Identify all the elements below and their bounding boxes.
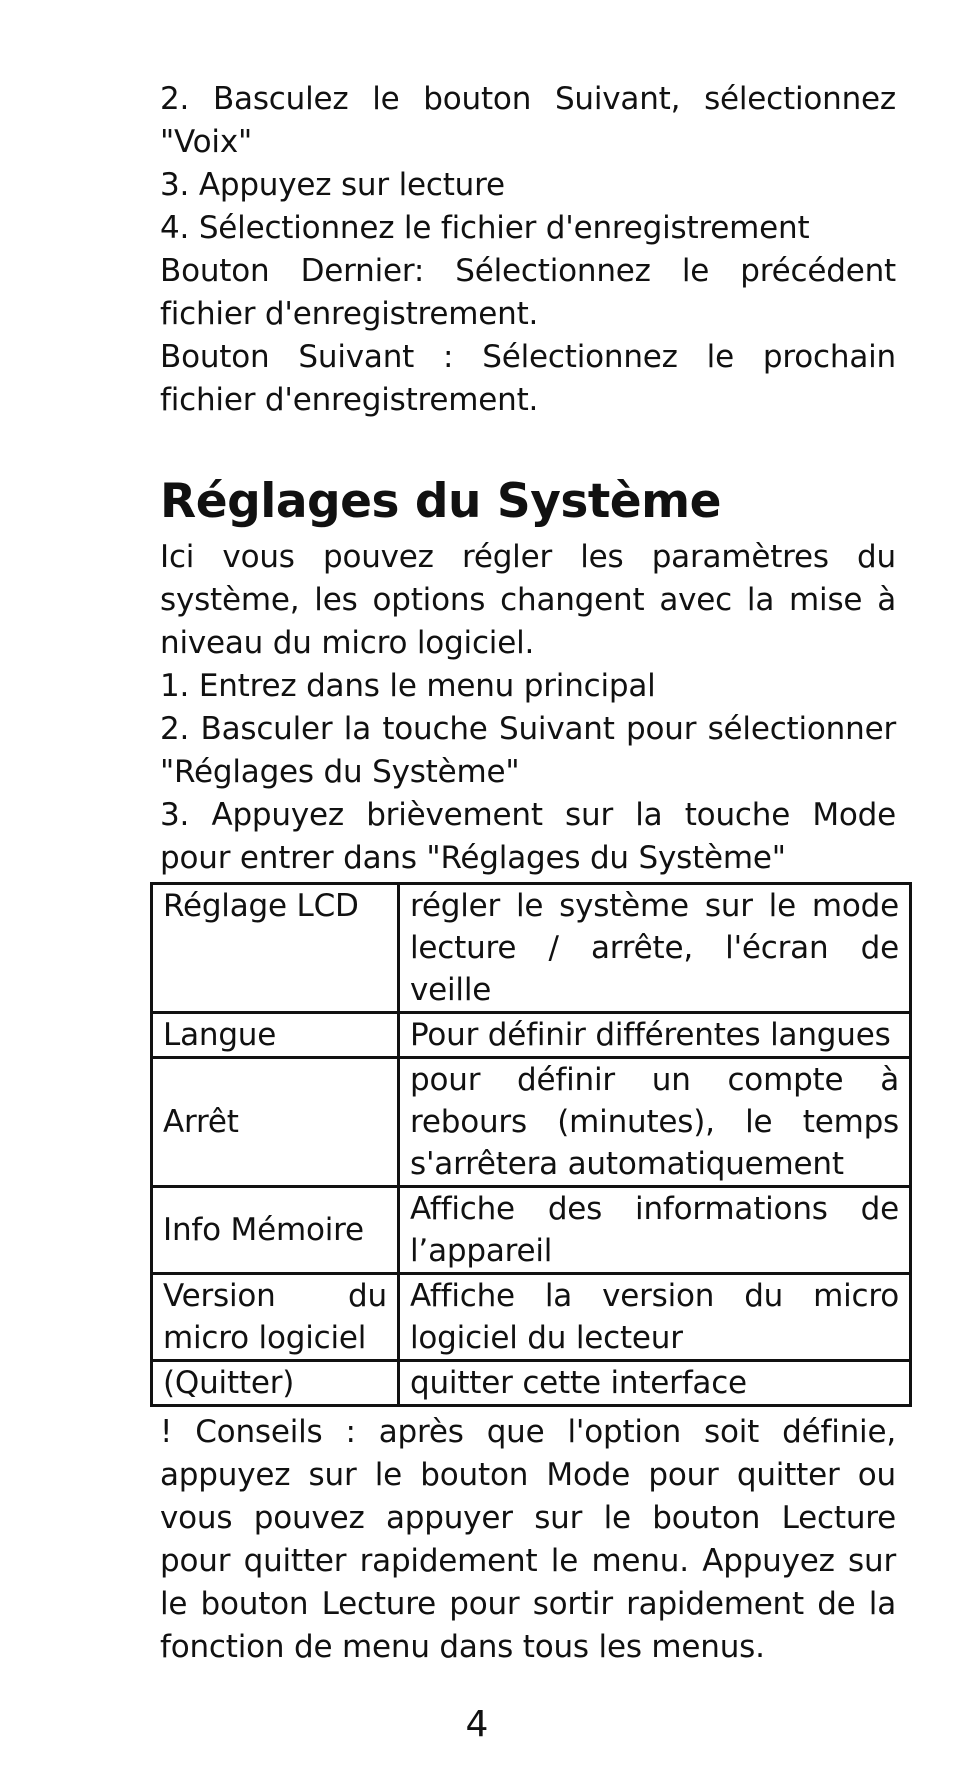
table-row — [152, 1058, 911, 1187]
section-title: Réglages du Système — [160, 474, 722, 529]
instruction-step: 3. Appuyez sur lecture — [160, 167, 505, 203]
setting-description: pour définir un compte à rebours (minutes), le temps s'arrêtera automatiquement — [399, 1058, 911, 1187]
setting-name: Langue — [152, 1013, 399, 1058]
page-number: 4 — [465, 1704, 489, 1745]
button-description: Bouton Suivant : Sélectionnez le prochain fichier d'enregistrement. — [160, 339, 896, 418]
setting-name: Réglage LCD — [152, 884, 399, 1013]
button-description: Bouton Dernier: Sélectionnez le précédent fichier d'enregistrement. — [160, 253, 896, 332]
manual-page — [160, 78, 899, 1669]
setting-description: quitter cette interface — [399, 1361, 911, 1406]
instruction-step: 2. Basculer la touche Suivant pour sélectionner "Réglages du Système" — [160, 711, 896, 790]
settings-table — [150, 882, 912, 1407]
table-row — [152, 1274, 911, 1361]
setting-description: Affiche des informations de l’appareil — [399, 1187, 911, 1274]
tip-note: ! Conseils : après que l'option soit définie, appuyez sur le bouton Mode pour quitter ou vous pouvez appuyer sur le bouton Lecture pour quitter rapidement le menu. Appuyez sur le bouton Lecture pour sortir rapidement de la fonction de menu dans tous les menus. — [160, 1414, 896, 1665]
table-row — [152, 1187, 911, 1274]
setting-name: Arrêt — [152, 1058, 399, 1187]
table-row — [152, 1013, 911, 1058]
instruction-step: 2. Basculez le bouton Suivant, sélectionnez "Voix" — [160, 81, 896, 160]
table-row — [152, 884, 911, 1013]
setting-description: Pour définir différentes langues — [399, 1013, 911, 1058]
setting-name: Version du micro logiciel — [152, 1274, 399, 1361]
table-row — [152, 1361, 911, 1406]
section-description: Ici vous pouvez régler les paramètres du système, les options changent avec la mise à niveau du micro logiciel. — [160, 539, 896, 661]
instruction-step: 4. Sélectionnez le fichier d'enregistrement — [160, 210, 810, 246]
setting-description: Affiche la version du micro logiciel du lecteur — [399, 1274, 911, 1361]
instruction-step: 3. Appuyez brièvement sur la touche Mode pour entrer dans "Réglages du Système" — [160, 797, 896, 876]
setting-name: (Quitter) — [152, 1361, 399, 1406]
setting-description: régler le système sur le mode lecture / arrête, l'écran de veille — [399, 884, 911, 1013]
instruction-step: 1. Entrez dans le menu principal — [160, 668, 656, 704]
setting-name: Info Mémoire — [152, 1187, 399, 1274]
